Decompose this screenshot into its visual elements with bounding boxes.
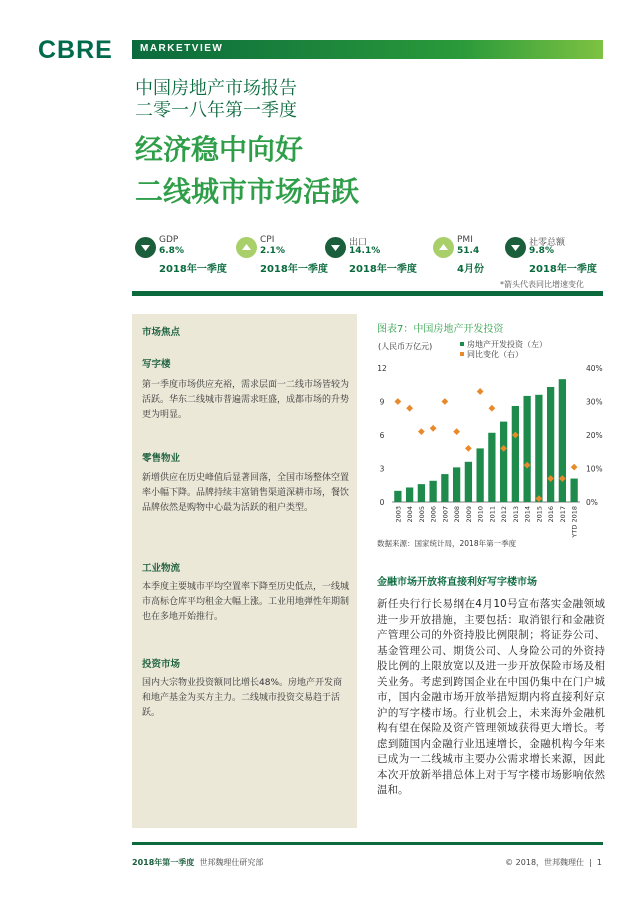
scatter-point (453, 428, 460, 435)
market-focus-sidebar (132, 314, 357, 828)
x-tick-label: 2012 (500, 506, 509, 523)
sidebar-text-industrial: 本季度主要城市平均空置率下降至历史低点，一线城市高标仓库平均租金大幅上涨。工业用地弹性年期制也在多地开始推行。 (142, 582, 350, 622)
footer-right: © 2018，世邦魏理仕 | 1 (505, 858, 602, 867)
chart-title: 图表7：中国房地产开发投资 (377, 324, 504, 335)
sidebar-heading-investment: 投资市场 (142, 659, 181, 670)
footer-dept: 世邦魏理仕研究部 (199, 858, 264, 867)
page-number: 1 (596, 858, 602, 867)
bar (547, 387, 554, 502)
x-tick-label: 2010 (476, 506, 485, 523)
footer-left (132, 857, 263, 868)
x-tick-label: 2005 (417, 506, 426, 523)
x-tick-label: 2009 (464, 506, 473, 523)
legend-bar-label: 房地产开发投资（左） (467, 340, 547, 349)
headline-2: 二线城市市场活跃 (135, 175, 360, 208)
legend-bar-swatch (460, 342, 464, 346)
sidebar-text-retail: 新增供应在历史峰值后显著回落，全国市场整体空置率小幅下降。品牌持续丰富销售渠道深耕市场，餐饮品牌依然是购物中心最为活跃的租户类型。 (142, 473, 350, 513)
scatter-point (465, 445, 472, 452)
x-tick-label: 2013 (511, 506, 520, 523)
arrow-down-icon (505, 237, 526, 258)
arrow-down-icon (135, 237, 156, 258)
bar (559, 379, 566, 502)
scatter-point (477, 388, 484, 395)
x-tick-label: 2008 (453, 506, 462, 523)
investment-chart (370, 336, 610, 548)
y-right-tick-label: 10% (586, 464, 603, 474)
bar (570, 479, 577, 502)
sidebar-heading-retail: 零售物业 (142, 453, 181, 464)
sidebar-text-office: 第一季度市场供应充裕，需求层面一二线市场皆较为活跃。华东二线城市普遍需求旺盛，成都市场的升势更为明显。 (142, 380, 350, 420)
y-left-tick-label: 0 (379, 498, 385, 507)
indicator-note: *箭头代表同比增速变化 (500, 280, 584, 289)
arrow-down-icon (325, 237, 346, 258)
cbre-logo: CBRE (38, 36, 113, 64)
bar (418, 484, 425, 502)
legend-dot-swatch (460, 352, 464, 356)
x-tick-label: 2011 (488, 506, 497, 523)
x-tick-label: YTD 2018 (570, 506, 579, 538)
bar (476, 448, 483, 502)
x-tick-label: 2015 (535, 506, 544, 523)
y-left-tick-label: 6 (379, 431, 385, 440)
left-axis-unit: (人民币万亿元) (378, 342, 433, 351)
arrow-up-icon (236, 237, 257, 258)
bar (394, 491, 401, 502)
marketview-label: MARKETVIEW (140, 43, 224, 54)
bar (453, 467, 460, 502)
scatter-point (406, 405, 413, 412)
report-period: 二零一八年第一季度 (135, 100, 297, 121)
chart-source: 数据来源：国家统计局，2018年第一季度 (377, 539, 517, 548)
y-right-tick-label: 40% (586, 364, 603, 373)
x-tick-label: 2017 (558, 506, 567, 523)
y-left-tick-label: 9 (379, 397, 385, 407)
legend-dot-label: 同比变化（右） (467, 350, 523, 359)
scatter-point (430, 425, 437, 432)
footer-divider (132, 842, 603, 845)
sidebar-heading-office: 写字楼 (142, 359, 171, 370)
scatter-point (394, 398, 401, 405)
scatter-point (488, 405, 495, 412)
x-tick-label: 2007 (441, 506, 450, 523)
bar (535, 395, 542, 502)
scatter-point (441, 398, 448, 405)
scatter-point (418, 428, 425, 435)
y-right-tick-label: 0% (586, 498, 598, 507)
section-divider (132, 291, 603, 296)
bar (406, 487, 413, 502)
x-tick-label: 2003 (394, 506, 403, 523)
bar (488, 433, 495, 502)
bar (512, 406, 519, 502)
bar (441, 474, 448, 502)
bar (523, 396, 530, 502)
bar (429, 481, 436, 502)
sidebar-heading-industrial: 工业物流 (142, 563, 181, 574)
scatter-point (571, 464, 578, 471)
bar (500, 422, 507, 502)
footer-period: 2018年第一季度 (132, 858, 195, 867)
y-right-tick-label: 20% (586, 431, 603, 440)
y-left-tick-label: 3 (379, 464, 385, 474)
x-tick-label: 2004 (406, 506, 415, 523)
y-left-tick-label: 12 (377, 364, 387, 373)
headline-1: 经济稳中向好 (135, 133, 304, 166)
footer-copyright: © 2018，世邦魏理仕 (505, 858, 585, 867)
arrow-up-icon (433, 237, 454, 258)
report-subtitle: 中国房地产市场报告 (135, 78, 297, 99)
sidebar-text-investment: 国内大宗物业投资额同比增长48%。房地产开发商和地产基金为买方主力。二线城市投资交易趋于活跃。 (142, 678, 343, 718)
sidebar-title: 市场焦点 (142, 327, 181, 338)
article-heading: 金融市场开放将直接利好写字楼市场 (377, 577, 537, 588)
x-tick-label: 2016 (547, 506, 556, 523)
bar (465, 462, 472, 502)
article-body: 新任央行行长易纲在4月10号宣布落实金融领域进一步开放措施，主要包括：取消银行和金融资产管理公司的外资持股比例限制；将证券公司、基金管理公司、期货公司、人身险公司的外资持股比例的上限放宽以及进一步开放保险市场及相关业务。考虑到跨国企业在中国仍集中在门户城市，国内金融市场开放举措短期内将直接利好京沪的写字楼市场。行业机会上，未来海外金融机构有望在保险及资产管理领域获得更大增长。考虑到随国内金融行业迅速增长，金融机构今年来已成为一二线城市主要办公需求增长来源，因此本次开放新举措总体上对于写字楼市场影响依然温和。 (377, 598, 605, 796)
x-tick-label: 2014 (523, 506, 532, 523)
x-tick-label: 2006 (429, 506, 438, 523)
y-right-tick-label: 30% (586, 397, 603, 407)
